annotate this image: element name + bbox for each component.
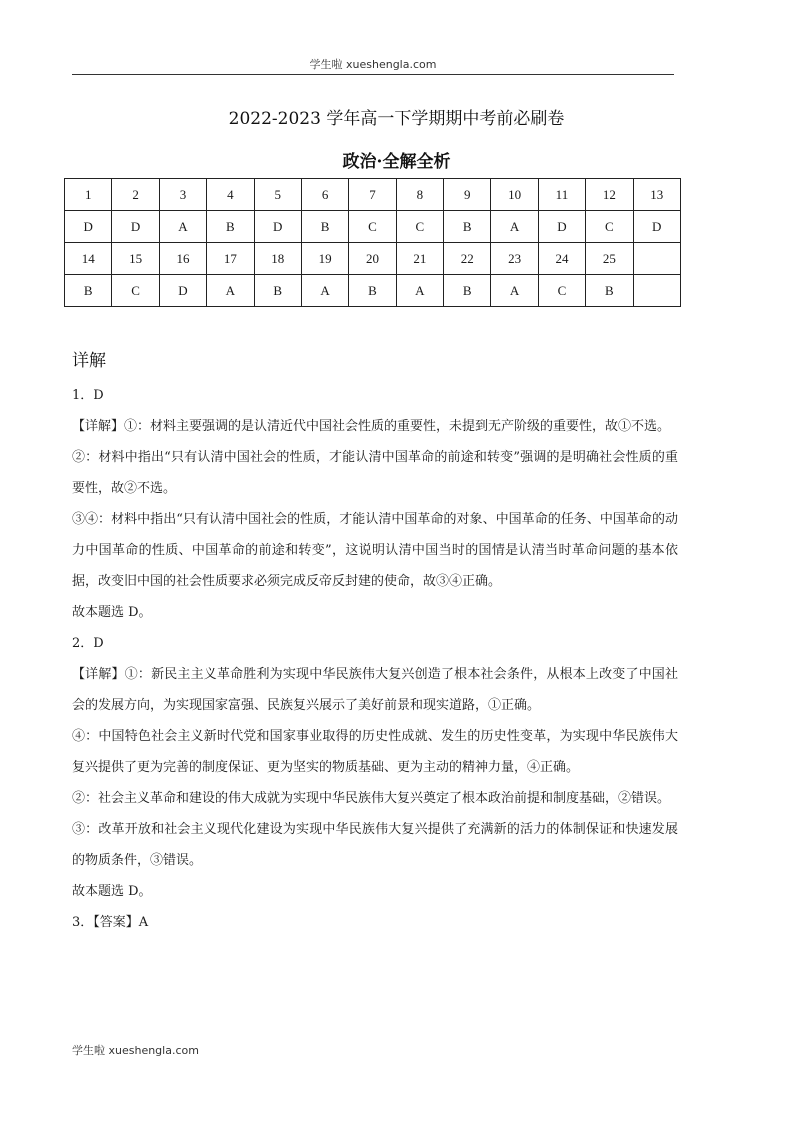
answer-cell: C bbox=[112, 275, 159, 307]
answer-cell: A bbox=[396, 275, 443, 307]
answer-cell: B bbox=[254, 275, 301, 307]
question-number-cell: 15 bbox=[112, 243, 159, 275]
answer-cell: D bbox=[538, 211, 585, 243]
page-header: 学生啦 xueshengla.com bbox=[309, 58, 437, 71]
explanation-body bbox=[72, 380, 678, 938]
answer-cell: C bbox=[538, 275, 585, 307]
header-divider bbox=[72, 74, 674, 75]
explanation-paragraph: 故本题选 D。 bbox=[72, 884, 152, 899]
question-number-cell: 1 bbox=[65, 179, 112, 211]
answer-cell: D bbox=[254, 211, 301, 243]
question-number-cell: 2 bbox=[112, 179, 159, 211]
question-number-cell: 23 bbox=[491, 243, 538, 275]
question-number-cell: 24 bbox=[538, 243, 585, 275]
answer-row bbox=[65, 275, 681, 307]
question-number-cell: 5 bbox=[254, 179, 301, 211]
question-number-row bbox=[65, 243, 681, 275]
answer-cell: D bbox=[633, 211, 681, 243]
question-number-row bbox=[65, 179, 681, 211]
page-footer: 学生啦 xueshengla.com bbox=[72, 1044, 199, 1057]
answer-cell: B bbox=[586, 275, 633, 307]
answer-cell: B bbox=[65, 275, 112, 307]
explanation-paragraph: ③④：材料中指出“只有认清中国社会的性质，才能认清中国革命的对象、中国革命的任务、中国革命的动力中国革命的性质、中国革命的前途和转变”，这说明认清中国当时的国情是认清当时革命问题的基本依据，改变旧中国的社会性质要求必须完成反帝反封建的使命，故③④正确。 bbox=[72, 512, 678, 589]
answer-cell: B bbox=[301, 211, 348, 243]
answer-cell: B bbox=[349, 275, 396, 307]
question-number-cell: 10 bbox=[491, 179, 538, 211]
explanation-paragraph: ②：材料中指出“只有认清中国社会的性质，才能认清中国革命的前途和转变”强调的是明确社会性质的重要性，故②不选。 bbox=[72, 450, 678, 496]
answer-cell: B bbox=[207, 211, 254, 243]
explanation-paragraph: 3．【答案】A bbox=[72, 915, 149, 930]
answer-cell: B bbox=[444, 275, 491, 307]
question-number-cell: 3 bbox=[159, 179, 206, 211]
question-number-cell: 25 bbox=[586, 243, 633, 275]
explanation-paragraph: 【详解】①：新民主主义革命胜利为实现中华民族伟大复兴创造了根本社会条件，从根本上改变了中国社会的发展方向，为实现国家富强、民族复兴展示了美好前景和现实道路，①正确。 bbox=[72, 667, 678, 713]
question-number-cell bbox=[633, 243, 681, 275]
document-subtitle: 政治·全解全析 bbox=[342, 152, 451, 172]
question-number-cell: 13 bbox=[633, 179, 681, 211]
question-number-cell: 8 bbox=[396, 179, 443, 211]
question-number-cell: 22 bbox=[444, 243, 491, 275]
answer-cell: A bbox=[301, 275, 348, 307]
question-number-cell: 9 bbox=[444, 179, 491, 211]
answer-row bbox=[65, 211, 681, 243]
question-number-cell: 4 bbox=[207, 179, 254, 211]
explanation-paragraph: ④：中国特色社会主义新时代党和国家事业取得的历史性成就、发生的历史性变革，为实现中华民族伟大复兴提供了更为完善的制度保证、更为坚实的物质基础、更为主动的精神力量，④正确。 bbox=[72, 729, 678, 775]
answer-cell: A bbox=[207, 275, 254, 307]
question-number-cell: 11 bbox=[538, 179, 585, 211]
answer-table bbox=[64, 178, 681, 307]
explanation-paragraph: 2．D bbox=[72, 636, 104, 651]
answer-cell: D bbox=[65, 211, 112, 243]
answer-cell: C bbox=[396, 211, 443, 243]
question-number-cell: 21 bbox=[396, 243, 443, 275]
question-number-cell: 19 bbox=[301, 243, 348, 275]
answer-cell: D bbox=[159, 275, 206, 307]
explanation-paragraph: ②：社会主义革命和建设的伟大成就为实现中华民族伟大复兴奠定了根本政治前提和制度基础，②错误。 bbox=[72, 791, 671, 806]
answer-cell: D bbox=[112, 211, 159, 243]
question-number-cell: 6 bbox=[301, 179, 348, 211]
question-number-cell: 17 bbox=[207, 243, 254, 275]
question-number-cell: 18 bbox=[254, 243, 301, 275]
answer-cell: A bbox=[159, 211, 206, 243]
question-number-cell: 16 bbox=[159, 243, 206, 275]
answer-cell: C bbox=[586, 211, 633, 243]
question-number-cell: 7 bbox=[349, 179, 396, 211]
question-number-cell: 20 bbox=[349, 243, 396, 275]
explanation-paragraph: ③：改革开放和社会主义现代化建设为实现中华民族伟大复兴提供了充满新的活力的体制保证和快速发展的物质条件，③错误。 bbox=[72, 822, 678, 868]
answer-cell: B bbox=[444, 211, 491, 243]
answer-cell: A bbox=[491, 275, 538, 307]
section-heading: 详解 bbox=[72, 351, 106, 371]
document-title: 2022-2023 学年高一下学期期中考前必刷卷 bbox=[228, 109, 565, 129]
answer-cell: C bbox=[349, 211, 396, 243]
answer-cell bbox=[633, 275, 681, 307]
explanation-paragraph: 故本题选 D。 bbox=[72, 605, 152, 620]
question-number-cell: 14 bbox=[65, 243, 112, 275]
explanation-paragraph: 1．D bbox=[72, 388, 104, 403]
question-number-cell: 12 bbox=[586, 179, 633, 211]
explanation-paragraph: 【详解】①：材料主要强调的是认清近代中国社会性质的重要性，未提到无产阶级的重要性，故①不选。 bbox=[72, 419, 671, 434]
answer-cell: A bbox=[491, 211, 538, 243]
